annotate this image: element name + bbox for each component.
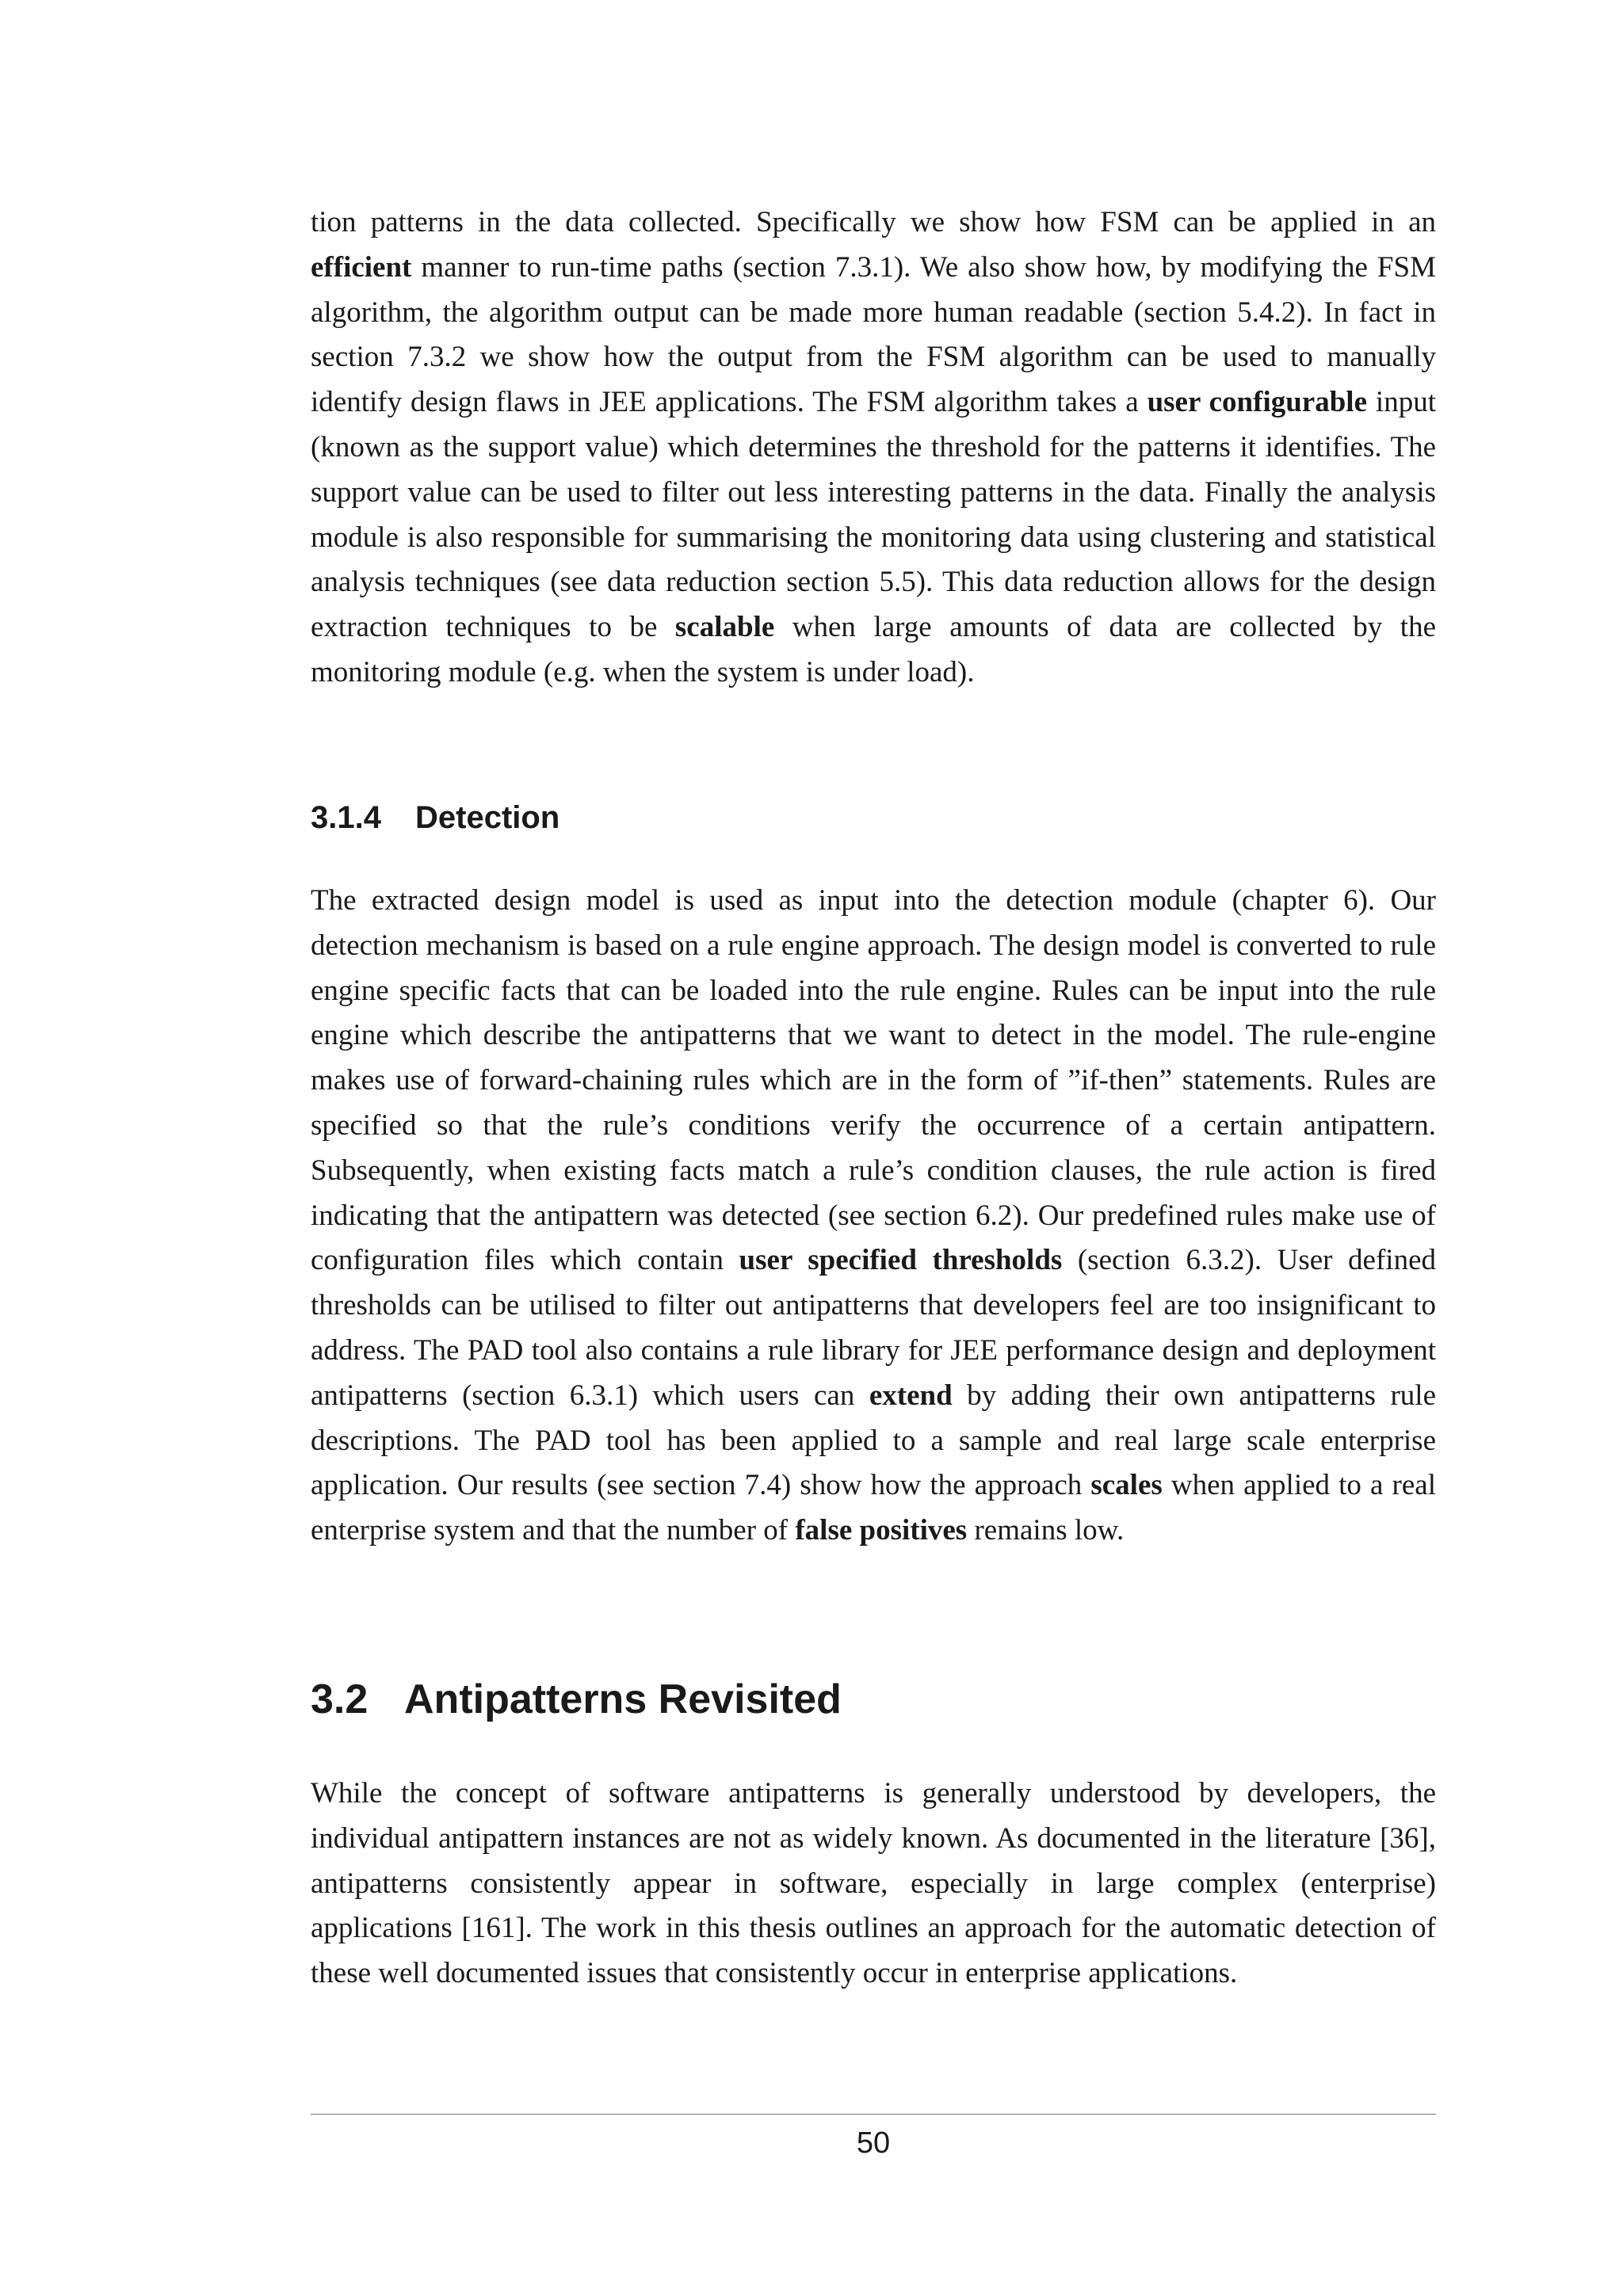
page-number: 50 xyxy=(856,2126,891,2160)
bold-term-scalable: scalable xyxy=(674,611,775,644)
text-run: by adding their own antipatterns rule descriptions. The PAD tool has been applied to a sample and real large scale enterprise application. Our results (see section 7.4) show how the approach xyxy=(311,1379,1436,1502)
paragraph-detection xyxy=(311,879,1436,1554)
subsection-title: Detection xyxy=(415,800,560,835)
footer-divider xyxy=(311,2114,1436,2115)
paragraph-analysis-continuation xyxy=(311,200,1436,696)
bold-term-user-specified-thresholds: user specified thresholds xyxy=(739,1244,1063,1277)
bold-term-efficient: efficient xyxy=(311,250,412,284)
section-number: 3.2 xyxy=(311,1676,369,1722)
bold-term-user-configurable: user configurable xyxy=(1147,386,1368,419)
bold-term-false-positives: false positives xyxy=(795,1514,968,1547)
text-run: manner to run-time paths (section 7.3.1). We also show how, by modifying the FSM algorithm, the algorithm output can be made more human readable (section 5.4.2). In fact in section 7.3.2 we show how the output from the FSM algorithm can be used to manually identify design flaws in JEE applications. The FSM algorithm takes a xyxy=(311,250,1436,419)
text-run: when applied to a real enterprise system and that the number of xyxy=(311,1469,1436,1547)
bold-term-extend: extend xyxy=(869,1379,953,1412)
text-run: input (known as the support value) which determines the threshold for the patterns it identifies. The support value can be used to filter out less interesting patterns in the data. Finally the analysis module is also responsible for summarising the monitoring data using clustering and statistical analysis techniques (see data reduction section 5.5). This data reduction allows for the design extraction techniques to be xyxy=(311,386,1436,644)
bold-term-scales: scales xyxy=(1090,1469,1163,1502)
text-run: remains low. xyxy=(967,1514,1125,1547)
subsection-number: 3.1.4 xyxy=(311,800,381,835)
subsection-heading-detection xyxy=(311,800,559,836)
text-run: tion patterns in the data collected. Specifically we show how FSM can be applied in an xyxy=(311,206,1436,238)
section-heading-antipatterns-revisited xyxy=(311,1676,842,1723)
section-title: Antipatterns Revisited xyxy=(404,1676,842,1722)
text-run: (section 6.3.2). User defined thresholds can be utilised to filter out antipatterns that developers feel are too insignificant to address. The PAD tool also contains a rule library for JEE performance design and deployment antipatterns (section 6.3.1) which users can xyxy=(311,1244,1436,1412)
text-run: when large amounts of data are collected by the monitoring module (e.g. when the system is under load). xyxy=(311,611,1436,688)
text-run: The extracted design model is used as input into the detection module (chapter 6). Our detection mechanism is based on a rule engine approach. The design model is converted to rule engine specific facts that can be loaded into the rule engine. Rules can be input into the rule engine which describe the antipatterns that we want to detect in the model. The rule-engine makes use of forward-chaining rules which are in the form of ”if-then” statements. Rules are specified so that the rule’s conditions verify the occurrence of a certain antipattern. Subsequently, when existing facts match a rule’s condition clauses, the rule action is fired indicating that the antipattern was detected (see section 6.2). Our predefined rules make use of configuration files which contain xyxy=(311,884,1436,1277)
document-page xyxy=(311,0,1436,2296)
paragraph-antipatterns-revisited: While the concept of software antipatterns is generally understood by developers, the individual antipattern instances are not as widely known. As documented in the literature [36], antipatterns consistently appear in software, especially in large complex (enterprise) applications [161]. The work in this thesis outlines an approach for the automatic detection of these well documented issues that consistently occur in enterprise applications. xyxy=(311,1777,1436,1990)
